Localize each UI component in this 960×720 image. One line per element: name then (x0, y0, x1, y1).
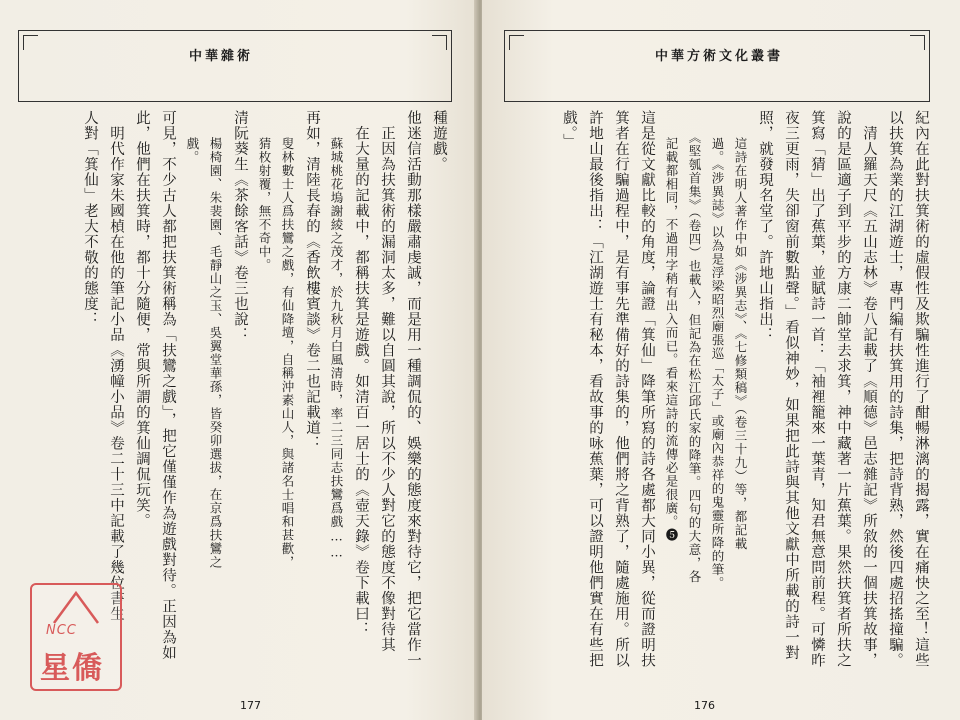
text-column: 許地山最後指出：「江湖遊士有秘本，看故事的咏蕉葉，可以證明他們實在有些把 (587, 110, 603, 668)
text-column: 他迷信活動那樣嚴肅虔誠，而是用一種調侃的、娛樂的態度來對待它，把它當作一 (405, 110, 421, 668)
stamp-chars: 星僑 (40, 651, 104, 686)
stamp-ncc-text: NCC (46, 623, 77, 638)
right-text-block (512, 110, 932, 695)
text-column: 這是從文獻比較的角度，論證「箕仙」降筆所寫的詩各處都大同小異，從而證明扶 (639, 110, 655, 668)
text-column: 此，他們在扶箕時，都十分隨便，常與所謂的箕仙調侃玩笑。 (134, 110, 150, 529)
text-column: 紀內在此對扶箕術的虛假性及欺騙性進行了酣暢淋漓的揭露，實在痛快之至！這些 (913, 110, 929, 668)
right-page-number: 176 (694, 699, 715, 712)
text-column: 過。《涉異誌》以為是浮梁昭烈廟張巡「太子」或廟內恭祥的鬼靈所降的筆。 (710, 110, 725, 590)
text-column: 蘇城桃花塢謝綾之茂才，於九秋月白風清時，率二三同志扶鸞爲戲…… (329, 110, 344, 561)
text-column: 戲。」 (561, 110, 577, 150)
left-header-title: 中華雜術 (189, 49, 254, 64)
text-column: 種遊戲。 (431, 110, 447, 172)
text-column: 以扶箕為業的江湖遊士，專門編有扶箕用的詩集，把詩背熟，然後四處招搖撞騙。 (887, 110, 903, 668)
text-column: 照，就發現名堂了。許地山指出： (757, 110, 773, 343)
header-frame-right (504, 30, 930, 102)
text-column: 清人羅天尺《五山志林》卷八記載了《順德》邑志雜記》所敘的一個扶箕故事， (861, 110, 877, 668)
text-column: 清阮葵生《茶餘客話》卷三也說： (232, 110, 248, 343)
text-column: 明代作家朱國楨在他的筆記小品《湧幢小品》卷二十三中記載了幾位書生 (108, 110, 124, 622)
header-frame-left (18, 30, 452, 102)
text-column: 說的是區適子到平步的方康二帥堂去求箕，神中藏著一片蕉葉。果然扶箕者所扶之 (835, 110, 851, 668)
text-column: 猜枚射覆，無不奇中。 (257, 110, 272, 272)
text-column: 夜三更雨，失卻窗前數點聲。」看似神妙，如果把此詩與其他文獻中所載的詩一對 (783, 110, 799, 661)
watermark-stamp (30, 583, 122, 691)
text-column: 可見，不少古人都把扶箕術稱為「扶鸞之戲」，把它僅僅作為遊戲對待。正因為如 (160, 110, 176, 661)
text-column: 人對「箕仙」老大不敬的態度： (82, 110, 98, 327)
left-page-number: 177 (240, 699, 261, 712)
text-column: 正因為扶箕術的漏洞太多，難以自圓其說，所以不少人對它的態度不像對待其 (379, 110, 395, 653)
text-column: 《堅瓠首集》（卷四）也載入，但記為在松江邱氏家的降筆。四句的大意，各 (687, 110, 702, 584)
right-header-title: 中華方術文化叢書 (655, 49, 784, 64)
text-column: 戲。 (185, 110, 200, 164)
text-column: 這詩在明人著作中如《涉異志》、《七修類稿》（卷三十九）等，都記載 (733, 110, 748, 551)
text-column: 在大量的記載中，都稱扶箕是遊戲。如清百一居士的《壺天錄》卷下載曰： (353, 110, 369, 637)
text-column: 楊椅園、朱裴園、毛靜山之玉、吳翼堂華孫，皆癸卯選拔，在京爲扶鸞之 (208, 110, 223, 569)
left-page (0, 0, 478, 720)
right-page (482, 0, 960, 720)
text-column: 再如，清陸長春的《香飲樓賓談》卷二也記載道： (304, 110, 320, 451)
text-column: 叟林數士人爲扶鸞之戲，有仙降壇，自稱沖素山人，與諸名士唱和甚歡， (280, 110, 295, 569)
text-column: 箕寫「猜」出了蕉葉，並賦詩一首：「袖裡籠來一葉青，知君無意問前程。可憐昨 (809, 110, 825, 668)
text-column: 箕者在行騙過程中，是有事先準備好的詩集的，他們將之背熟了，隨處施用。所以 (613, 110, 629, 668)
text-column: 記載都相同，不過用字稍有出入而已。看來這詩的流傳必是很廣。❺ (664, 110, 679, 542)
